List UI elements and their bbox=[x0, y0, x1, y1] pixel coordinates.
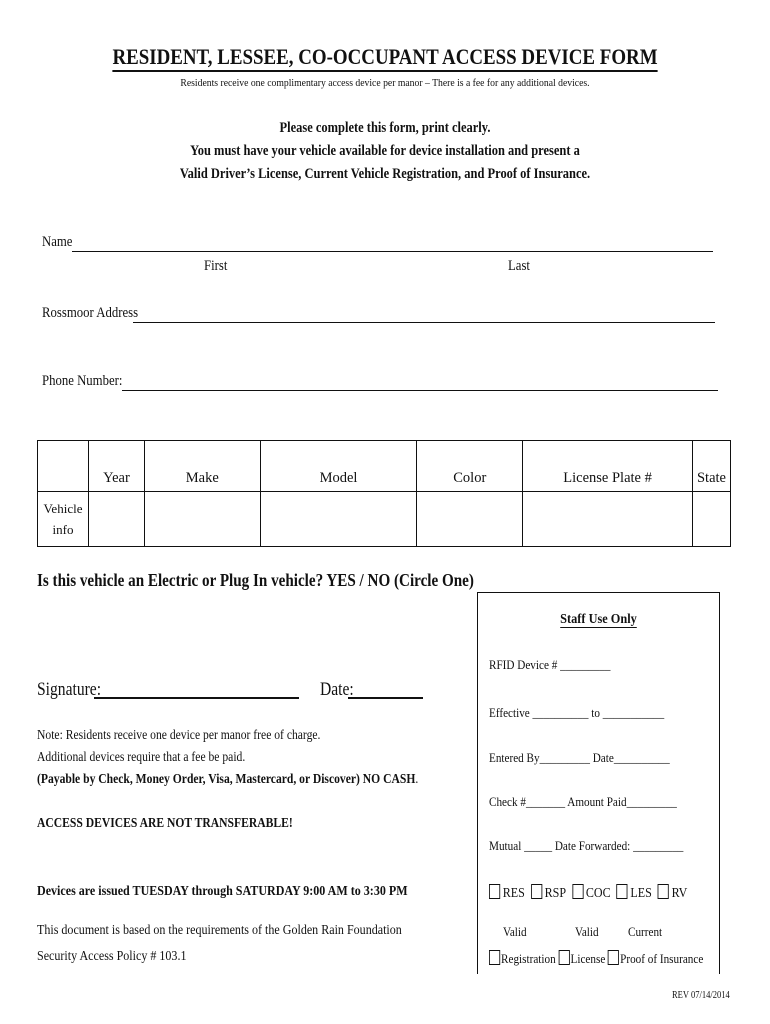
rv-checkbox[interactable]: RV bbox=[658, 886, 688, 901]
vehicle-info-table bbox=[37, 440, 731, 547]
instruction-line-1: Please complete this form, print clearly. bbox=[279, 120, 491, 136]
checkbox-icon bbox=[608, 950, 619, 965]
column-header-year: Year bbox=[88, 441, 144, 492]
address-field-line[interactable] bbox=[133, 322, 715, 323]
revision-date: REV 07/14/2014 bbox=[672, 990, 730, 1001]
coc-checkbox[interactable]: COC bbox=[572, 886, 611, 901]
phone-label: Phone Number: bbox=[42, 373, 123, 389]
column-header-color: Color bbox=[417, 441, 523, 492]
issuing-hours: Devices are issued TUESDAY through SATURDAY 9:00 AM to 3:30 PM bbox=[37, 884, 408, 899]
checkbox-icon bbox=[531, 884, 542, 899]
license-checkbox[interactable]: License bbox=[558, 951, 605, 966]
electric-vehicle-question[interactable]: Is this vehicle an Electric or Plug In vehicle? YES / NO (Circle One) bbox=[37, 570, 474, 590]
payment-methods-note: (Payable by Check, Money Order, Visa, Mastercard, or Discover) NO CASH. bbox=[37, 771, 419, 786]
column-header-model: Model bbox=[260, 441, 417, 492]
registration-checkbox[interactable]: Registration bbox=[489, 951, 556, 966]
instruction-line-2: You must have your vehicle available for device installation and present a bbox=[190, 143, 580, 159]
note-line-2: Additional devices require that a fee be paid. bbox=[37, 749, 246, 764]
state-cell[interactable] bbox=[692, 492, 730, 547]
checkbox-icon bbox=[617, 884, 628, 899]
checkbox-icon bbox=[489, 950, 500, 965]
date-field-line[interactable] bbox=[348, 697, 423, 699]
staff-use-title: Staff Use Only bbox=[560, 612, 637, 627]
form-subtitle: Residents receive one complimentary access device per manor – There is a fee for any additional devices. bbox=[180, 77, 590, 89]
model-cell[interactable] bbox=[260, 492, 417, 547]
column-header-license-plate: License Plate # bbox=[523, 441, 693, 492]
name-field-line[interactable] bbox=[72, 251, 713, 252]
color-cell[interactable] bbox=[417, 492, 523, 547]
license-plate-cell[interactable] bbox=[523, 492, 693, 547]
entered-by-field[interactable]: Entered By_________ Date__________ bbox=[489, 750, 670, 765]
not-transferable-notice: ACCESS DEVICES ARE NOT TRANSFERABLE! bbox=[37, 815, 293, 830]
mutual-date-forwarded-field[interactable]: Mutual _____ Date Forwarded: _________ bbox=[489, 838, 684, 853]
checkbox-icon bbox=[572, 884, 583, 899]
last-name-label: Last bbox=[508, 258, 530, 274]
table-corner-cell bbox=[38, 441, 89, 492]
signature-label: Signature: bbox=[37, 679, 102, 700]
resident-type-checkboxes bbox=[489, 884, 687, 902]
make-cell[interactable] bbox=[144, 492, 260, 547]
form-title: RESIDENT, LESSEE, CO-OCCUPANT ACCESS DEVICE FORM bbox=[54, 44, 716, 70]
first-name-label: First bbox=[204, 258, 228, 274]
column-header-make: Make bbox=[144, 441, 260, 492]
signature-field-line[interactable] bbox=[94, 697, 299, 699]
les-checkbox[interactable]: LES bbox=[617, 886, 652, 901]
rsp-checkbox[interactable]: RSP bbox=[531, 886, 566, 901]
staff-use-box bbox=[477, 592, 720, 974]
note-line-1: Note: Residents receive one device per manor free of charge. bbox=[37, 727, 321, 742]
valid-label-2: Valid bbox=[575, 924, 599, 939]
address-label: Rossmoor Address bbox=[42, 305, 139, 321]
checkbox-icon bbox=[658, 884, 669, 899]
policy-line-1: This document is based on the requirements of the Golden Rain Foundation bbox=[37, 923, 402, 938]
effective-dates-field[interactable]: Effective __________ to ___________ bbox=[489, 705, 665, 720]
phone-field-line[interactable] bbox=[122, 390, 718, 391]
vehicle-info-row-label: Vehicle info bbox=[38, 492, 89, 547]
check-amount-field[interactable]: Check #_______ Amount Paid_________ bbox=[489, 794, 677, 809]
document-checkboxes bbox=[489, 950, 703, 967]
valid-label-1: Valid bbox=[503, 924, 527, 939]
policy-line-2: Security Access Policy # 103.1 bbox=[37, 949, 187, 964]
rfid-device-field[interactable]: RFID Device # _________ bbox=[489, 657, 611, 672]
column-header-state: State bbox=[692, 441, 730, 492]
year-cell[interactable] bbox=[88, 492, 144, 547]
instruction-line-3: Valid Driver’s License, Current Vehicle Registration, and Proof of Insurance. bbox=[179, 166, 591, 182]
name-label: Name bbox=[42, 234, 73, 250]
insurance-checkbox[interactable]: Proof of Insurance bbox=[608, 951, 703, 966]
date-label: Date: bbox=[320, 679, 354, 700]
current-label: Current bbox=[628, 924, 663, 939]
res-checkbox[interactable]: RES bbox=[489, 886, 525, 901]
checkbox-icon bbox=[558, 950, 569, 965]
checkbox-icon bbox=[489, 884, 500, 899]
